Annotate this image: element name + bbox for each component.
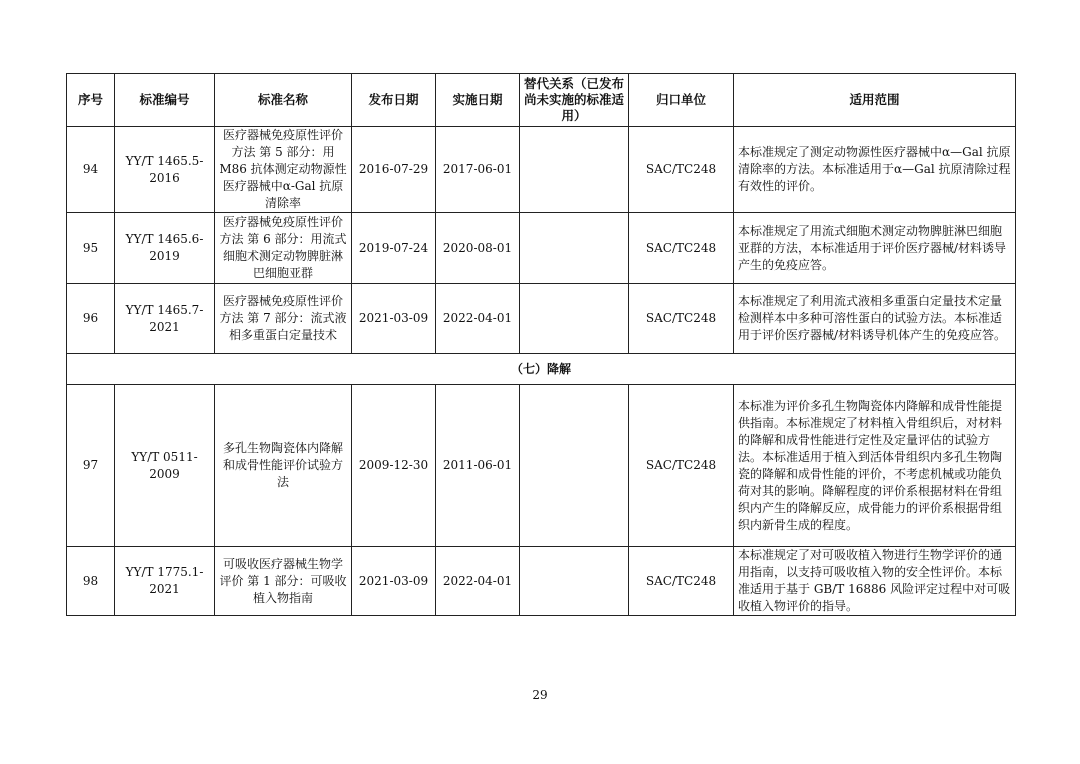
cell-unit: SAC/TC248 <box>629 127 734 213</box>
cell-replacement <box>520 547 629 616</box>
cell-name: 多孔生物陶瓷体内降解和成骨性能评价试验方法 <box>215 385 352 547</box>
cell-unit: SAC/TC248 <box>629 547 734 616</box>
cell-no: 98 <box>67 547 115 616</box>
col-header-publish-date: 发布日期 <box>352 74 436 127</box>
cell-no: 96 <box>67 284 115 354</box>
header-row <box>67 74 1016 127</box>
cell-code: YY/T 1775.1-2021 <box>115 547 215 616</box>
cell-unit: SAC/TC248 <box>629 385 734 547</box>
table-row <box>67 385 1016 547</box>
cell-code: YY/T 1465.5-2016 <box>115 127 215 213</box>
col-header-scope: 适用范围 <box>734 74 1016 127</box>
cell-implement-date: 2022-04-01 <box>436 547 520 616</box>
cell-name: 可吸收医疗器械生物学评价 第 1 部分：可吸收植入物指南 <box>215 547 352 616</box>
table-row <box>67 213 1016 284</box>
cell-publish-date: 2019-07-24 <box>352 213 436 284</box>
cell-unit: SAC/TC248 <box>629 213 734 284</box>
cell-name: 医疗器械免疫原性评价方法 第 6 部分：用流式细胞术测定动物脾脏淋巴细胞亚群 <box>215 213 352 284</box>
cell-scope: 本标准规定了对可吸收植入物进行生物学评价的通用指南，以支持可吸收植入物的安全性评价。本标准适用于基于 GB/T 16886 风险评定过程中对可吸收植入物评价的指导。 <box>734 547 1016 616</box>
cell-no: 95 <box>67 213 115 284</box>
cell-replacement <box>520 385 629 547</box>
cell-code: YY/T 1465.6-2019 <box>115 213 215 284</box>
cell-code: YY/T 1465.7-2021 <box>115 284 215 354</box>
cell-name: 医疗器械免疫原性评价方法 第 5 部分：用 M86 抗体测定动物源性医疗器械中α-Gal 抗原清除率 <box>215 127 352 213</box>
cell-scope: 本标准规定了测定动物源性医疗器械中α—Gal 抗原清除率的方法。本标准适用于α—Gal 抗原清除过程有效性的评价。 <box>734 127 1016 213</box>
cell-no: 94 <box>67 127 115 213</box>
col-header-implement-date: 实施日期 <box>436 74 520 127</box>
cell-implement-date: 2017-06-01 <box>436 127 520 213</box>
col-header-name: 标准名称 <box>215 74 352 127</box>
cell-implement-date: 2022-04-01 <box>436 284 520 354</box>
table-row <box>67 547 1016 616</box>
standards-table <box>66 73 1016 616</box>
section-row <box>67 354 1016 385</box>
cell-code: YY/T 0511-2009 <box>115 385 215 547</box>
cell-implement-date: 2011-06-01 <box>436 385 520 547</box>
cell-publish-date: 2016-07-29 <box>352 127 436 213</box>
cell-scope: 本标准为评价多孔生物陶瓷体内降解和成骨性能提供指南。本标准规定了材料植入骨组织后，对材料的降解和成骨性能进行定性及定量评估的试验方法。本标准适用于植入到活体骨组织内多孔生物陶瓷的降解和成骨性能的评价，不考虑机械或功能负荷对其的影响。降解程度的评价系根据材料在骨组织内产生的降解反应，成骨能力的评价系根据骨组织内新骨生成的程度。 <box>734 385 1016 547</box>
cell-implement-date: 2020-08-01 <box>436 213 520 284</box>
cell-publish-date: 2021-03-09 <box>352 284 436 354</box>
section-title-degradation: （七）降解 <box>67 354 1016 385</box>
col-header-code: 标准编号 <box>115 74 215 127</box>
col-header-no: 序号 <box>67 74 115 127</box>
cell-publish-date: 2009-12-30 <box>352 385 436 547</box>
cell-publish-date: 2021-03-09 <box>352 547 436 616</box>
col-header-replacement: 替代关系（已发布尚未实施的标准适用） <box>520 74 629 127</box>
page-number: 29 <box>532 688 548 702</box>
table-row <box>67 284 1016 354</box>
cell-name: 医疗器械免疫原性评价方法 第 7 部分：流式液相多重蛋白定量技术 <box>215 284 352 354</box>
cell-scope: 本标准规定了利用流式液相多重蛋白定量技术定量检测样本中多种可溶性蛋白的试验方法。本标准适用于评价医疗器械/材料诱导机体产生的免疫应答。 <box>734 284 1016 354</box>
cell-replacement <box>520 213 629 284</box>
cell-scope: 本标准规定了用流式细胞术测定动物脾脏淋巴细胞亚群的方法，本标准适用于评价医疗器械/材料诱导产生的免疫应答。 <box>734 213 1016 284</box>
cell-replacement <box>520 127 629 213</box>
table-row <box>67 127 1016 213</box>
cell-unit: SAC/TC248 <box>629 284 734 354</box>
col-header-unit: 归口单位 <box>629 74 734 127</box>
cell-replacement <box>520 284 629 354</box>
cell-no: 97 <box>67 385 115 547</box>
